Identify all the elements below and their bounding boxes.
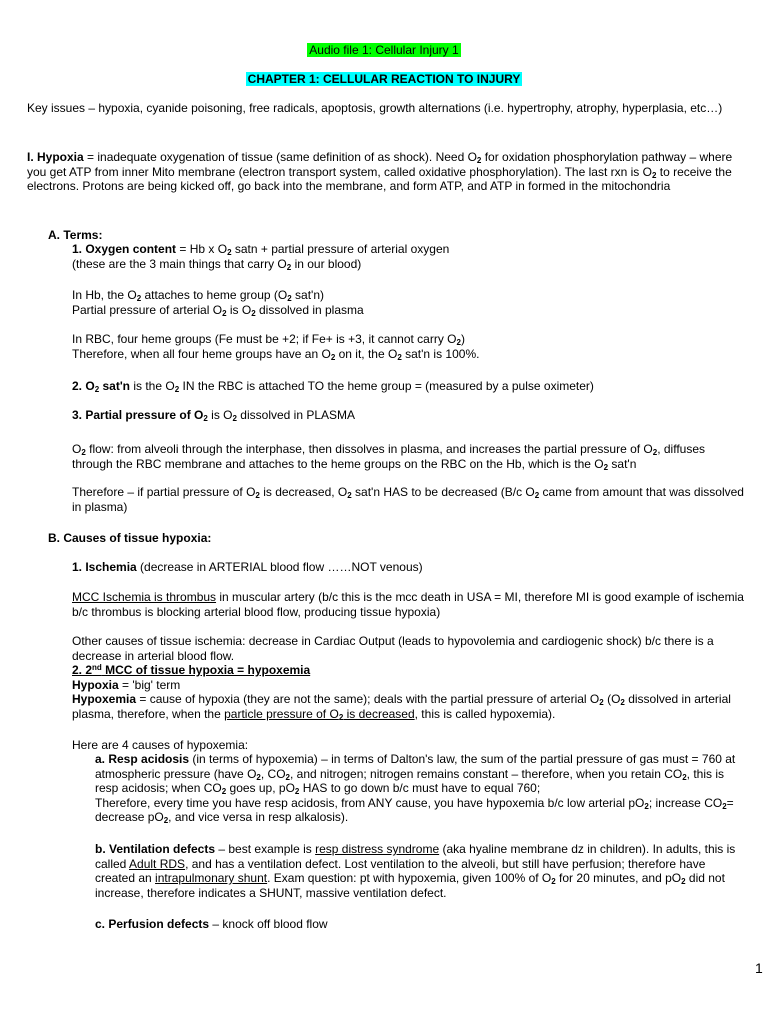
four-causes-line: Here are 4 causes of hypoxemia: xyxy=(72,738,249,752)
perfusion-defects-heading: c. Perfusion defects xyxy=(95,917,210,931)
sat-n-heading: 2. $O_2$ sat'n xyxy=(72,379,131,394)
key-issues-paragraph: Key issues – hypoxia, cyanide poisoning, free radicals, apoptosis, growth alternations (i.e. hypertrophy, atrophy, hyperplasia, etc…) xyxy=(27,101,723,115)
hypoxia-heading: I. Hypoxia xyxy=(27,150,84,164)
hypoxemia-block: 2. 2nd MCC of tissue hypoxia = hypoxemia Hypoxia = 'big' term Hypoxemia = cause of hypoxia (they are not the same); deals with the partial pressure of arterial $O_2$ ($O_2$ dissolved in arterial plasma, therefore, when the particle pressure of $O_2$ is decreased, this is called hypoxemia). xyxy=(72,663,731,722)
other-causes-paragraph: Other causes of tissue ischemia: decrease in Cardiac Output (leads to hypovolemia and cardiogenic shock) b/c there is a decrease in arterial blood flow. xyxy=(72,634,714,663)
resp-acidosis-heading: a. Resp acidosis xyxy=(95,752,190,766)
hb-paragraph: In Hb, the $O_2$ attaches to heme group ($O_2$ sat'n) Partial pressure of arterial $O_2$ is $O_2$ dissolved in plasma xyxy=(72,288,364,318)
hypoxia-paragraph: I. Hypoxia = inadequate oxygenation of tissue (same definition of as shock). Need $O_2$ for oxidation phosphorylation pathway – where you get ATP from inner Mito membrane (electron transport system, called oxidative phosphorylation). The last rxn is $O_2$ to receive the electrons. Protons are being kicked off, go back into the membrane, and form ATP, and ATP in formed in the mitochondria xyxy=(27,150,733,193)
rbc-paragraph: In RBC, four heme groups (Fe must be +2; if Fe+ is +3, it cannot carry $O_2$) Therefore, when all four heme groups have an $O_2$ on it, the $O_2$ sat'n is 100%. xyxy=(72,332,480,362)
section-b-heading: B. Causes of tissue hypoxia: xyxy=(48,531,212,545)
partial-pressure-line: 3. Partial pressure of $O_2$ is $O_2$ dissolved in PLASMA xyxy=(72,408,356,423)
ischemia-heading: 1. Ischemia xyxy=(72,560,137,574)
therefore-paragraph: Therefore – if partial pressure of $O_2$ is decreased, $O_2$ sat'n HAS to be decreased (B/c $O_2$ came from amount that was dissolved in plasma) xyxy=(72,485,744,514)
chapter-title-row xyxy=(0,72,768,87)
ventilation-defects-heading: b. Ventilation defects xyxy=(95,842,216,856)
sat-n-line: 2. $O_2$ sat'n is the $O_2$ IN the RBC is attached TO the heme group = (measured by a pulse oximeter) xyxy=(72,379,594,394)
mcc-ischemia-paragraph: MCC Ischemia is thrombus in muscular artery (b/c this is the mcc death in USA = MI, therefore MI is good example of ischemia b/c thrombus is blocking arterial blood flow, producing tissue hypoxia) xyxy=(72,590,744,619)
section-a-heading: A. Terms: xyxy=(48,228,103,242)
resp-acidosis-paragraph: a. Resp acidosis (in terms of hypoxemia) – in terms of Dalton's law, the sum of the partial pressure of gas must = 760 at atmospheric pressure (have $O_2$, $CO_2$, and nitrogen; nitrogen remains constant – therefore, when you retain $CO_2$, this is resp acidosis; when $CO_2$ goes up, $pO_2$ HAS to go down b/c must have to equal 760; Therefore, every time you have resp acidosis, from ANY cause, you have hypoxemia b/c low arterial $pO_2$; increase $CO_2=$ decrease $pO_2$, and vice versa in resp alkalosis). xyxy=(95,752,736,825)
chapter-title: CHAPTER 1: CELLULAR REACTION TO INJURY xyxy=(247,72,521,86)
ventilation-defects-paragraph: b. Ventilation defects – best example is resp distress syndrome (aka hyaline membrane dz in children). In adults, this is called Adult RDS, and has a ventilation defect. Lost ventilation to the alveoli, but still have perfusion; therefore have created an intrapulmonary shunt. Exam question: pt with hypoxemia, given 100% of $O_2$ for 20 minutes, and $pO_2$ did not increase, therefore indicates a SHUNT, massive ventilation defect. xyxy=(95,842,736,900)
partial-pressure-heading: 3. Partial pressure of $O_2$ xyxy=(72,408,208,423)
second-mcc-heading: 2. 2nd MCC of tissue hypoxia = hypoxemia xyxy=(72,663,311,677)
oxygen-content-line: 1. Oxygen content = Hb x $O_2$ satn + partial pressure of arterial oxygen (these are the 3 main things that carry $O_2$ in our blood) xyxy=(72,242,450,272)
oxygen-content-heading: 1. Oxygen content xyxy=(72,242,177,256)
perfusion-defects-line: c. Perfusion defects – knock off blood flow xyxy=(95,917,328,931)
o2-flow-paragraph: $O_2$ flow: from alveoli through the interphase, then dissolves in plasma, and increases the partial pressure of $O_2$, diffuses through the RBC membrane and attaches to the heme groups on the RBC on the Hb, which is the $O_2$ sat'n xyxy=(72,442,706,472)
mcc-ischemia-underlined: MCC Ischemia is thrombus xyxy=(72,590,217,604)
audio-label-row xyxy=(0,43,768,58)
ischemia-line: 1. Ischemia (decrease in ARTERIAL blood flow ……NOT venous) xyxy=(72,560,423,574)
page-number: 1 xyxy=(755,960,763,976)
audio-file-label: Audio file 1: Cellular Injury 1 xyxy=(309,43,459,57)
